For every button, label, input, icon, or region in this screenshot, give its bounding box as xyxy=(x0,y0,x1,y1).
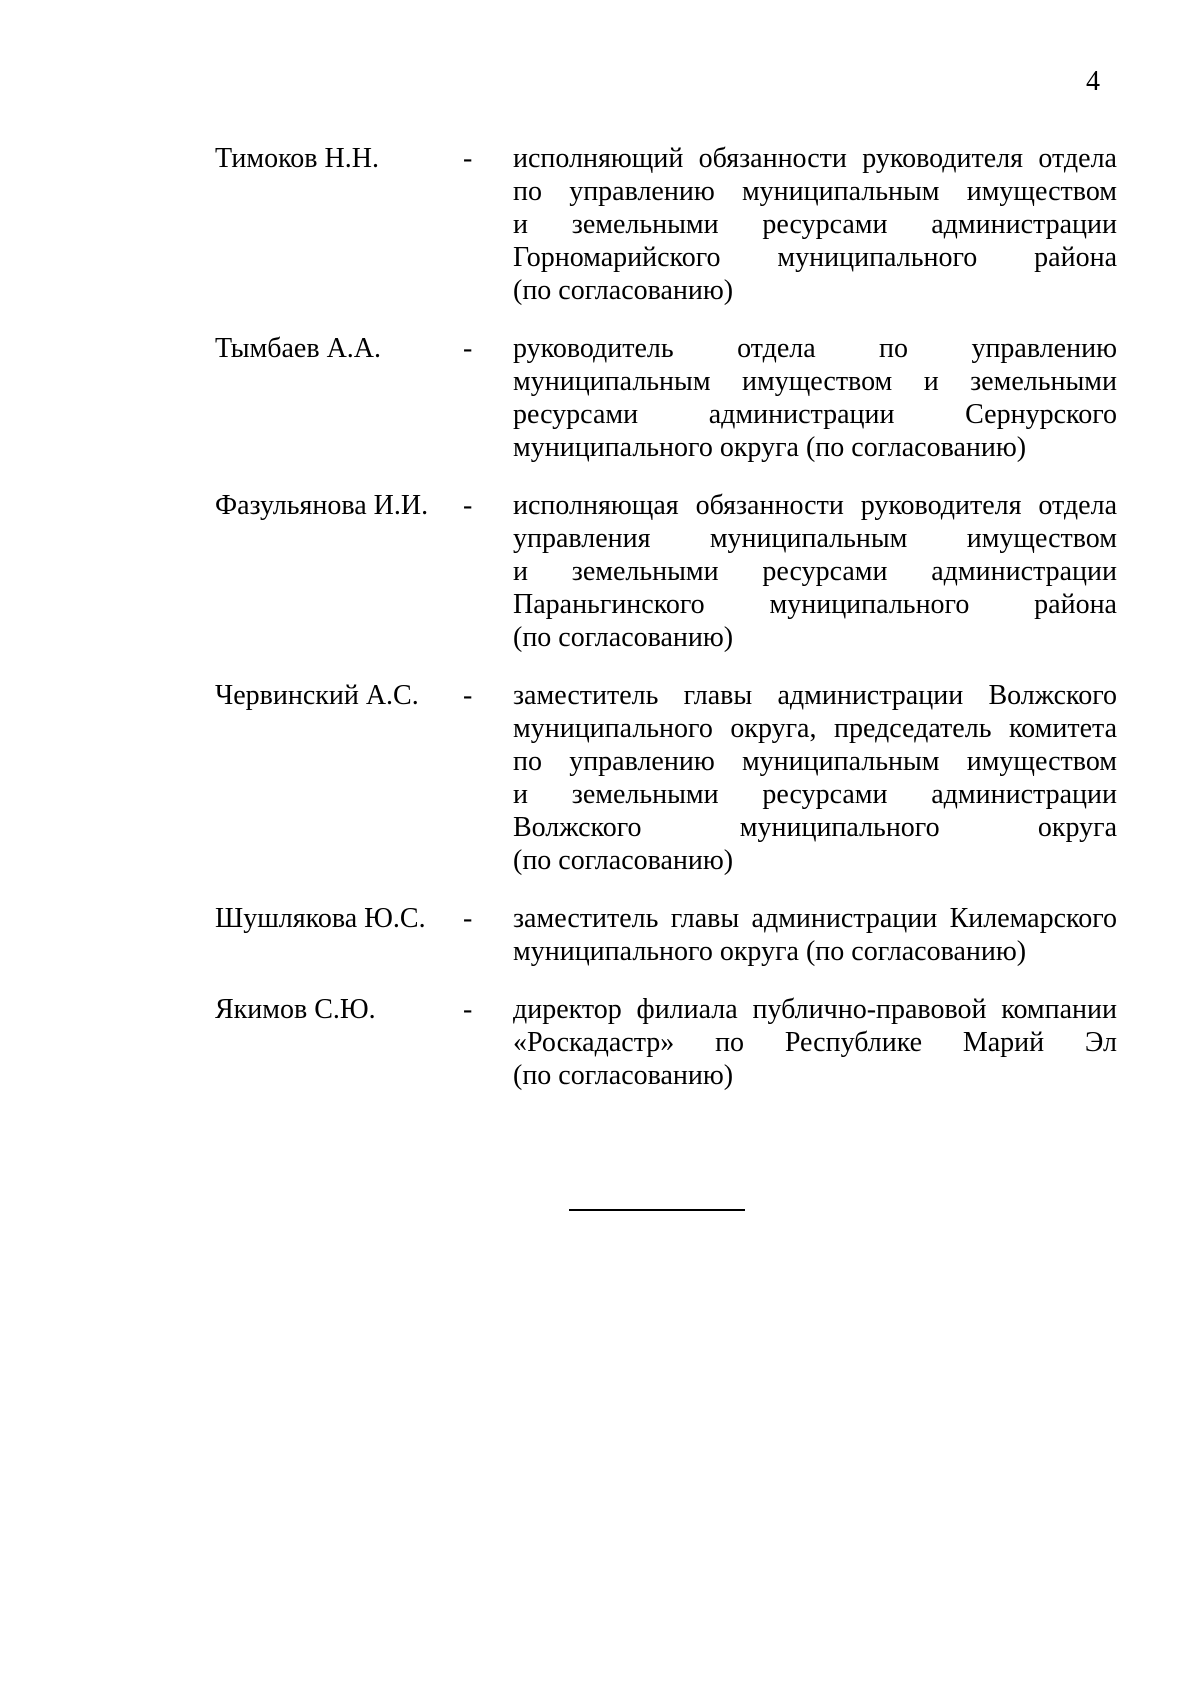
member-position xyxy=(513,489,1117,654)
member-position xyxy=(513,332,1117,464)
position-line: ресурсами администрации Сернурского xyxy=(513,399,1117,430)
member-position xyxy=(513,902,1117,968)
position-line: Волжского муниципального округа xyxy=(513,812,1117,843)
position-line: директор филиала публично-правовой компании xyxy=(513,994,1117,1025)
position-line: (по согласованию) xyxy=(513,1060,734,1091)
position-line: и земельными ресурсами администрации xyxy=(513,556,1117,587)
position-line: муниципальным имуществом и земельными xyxy=(513,366,1117,397)
list-item xyxy=(0,993,1200,1092)
position-line: заместитель главы администрации Килемарского xyxy=(513,903,1117,934)
position-line: и земельными ресурсами администрации xyxy=(513,209,1117,240)
member-position xyxy=(513,993,1117,1092)
position-line: Параньгинского муниципального района xyxy=(513,589,1117,620)
closing-divider xyxy=(569,1209,745,1211)
position-line: (по согласованию) xyxy=(513,275,734,306)
list-item xyxy=(0,902,1200,968)
dash-separator: - xyxy=(463,490,473,521)
member-name: Шушлякова Ю.С. xyxy=(215,903,426,934)
member-position xyxy=(513,679,1117,877)
position-line: руководитель отдела по управлению xyxy=(513,333,1117,364)
member-name: Тимоков Н.Н. xyxy=(215,143,379,174)
list-item xyxy=(0,142,1200,307)
position-line: и земельными ресурсами администрации xyxy=(513,779,1117,810)
list-item xyxy=(0,332,1200,464)
position-line: (по согласованию) xyxy=(513,845,734,876)
position-line: по управлению муниципальным имуществом xyxy=(513,746,1117,777)
position-line: заместитель главы администрации Волжского xyxy=(513,680,1117,711)
page-number: 4 xyxy=(1086,66,1100,97)
position-line: по управлению муниципальным имуществом xyxy=(513,176,1117,207)
dash-separator: - xyxy=(463,143,473,174)
list-item xyxy=(0,679,1200,877)
position-line: управления муниципальным имуществом xyxy=(513,523,1117,554)
dash-separator: - xyxy=(463,680,473,711)
position-line: Горномарийского муниципального района xyxy=(513,242,1117,273)
position-line: муниципального округа (по согласованию) xyxy=(513,432,1027,463)
list-item xyxy=(0,489,1200,654)
member-list xyxy=(0,142,1200,1117)
dash-separator: - xyxy=(463,903,473,934)
position-line: исполняющая обязанности руководителя отдела xyxy=(513,490,1117,521)
position-line: «Роскадастр» по Республике Марий Эл xyxy=(513,1027,1117,1058)
member-name: Якимов С.Ю. xyxy=(215,994,376,1025)
position-line: муниципального округа, председатель комитета xyxy=(513,713,1117,744)
position-line: (по согласованию) xyxy=(513,622,734,653)
dash-separator: - xyxy=(463,333,473,364)
dash-separator: - xyxy=(463,994,473,1025)
member-name: Фазульянова И.И. xyxy=(215,490,429,521)
member-name: Тымбаев А.А. xyxy=(215,333,382,364)
member-position xyxy=(513,142,1117,307)
position-line: муниципального округа (по согласованию) xyxy=(513,936,1027,967)
position-line: исполняющий обязанности руководителя отдела xyxy=(513,143,1117,174)
member-name: Червинский А.С. xyxy=(215,680,419,711)
